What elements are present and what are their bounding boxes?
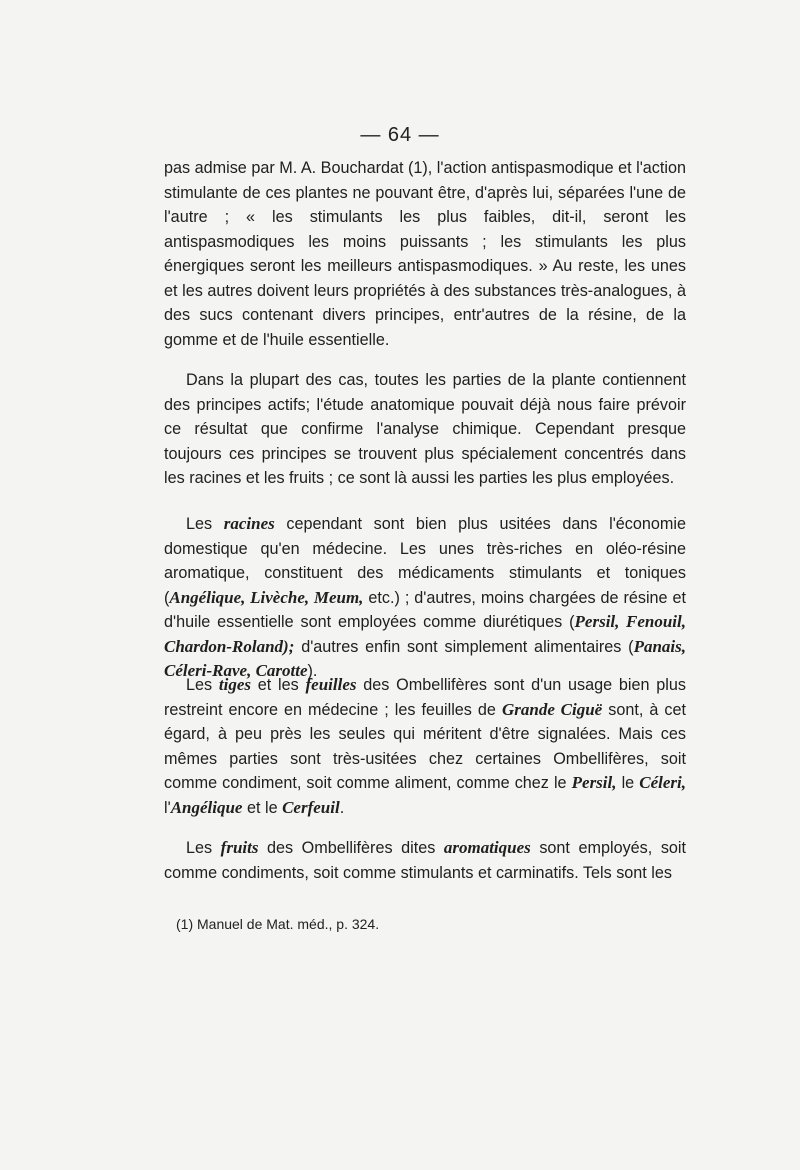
page-number: — 64 — xyxy=(360,124,440,146)
italic-term: racines xyxy=(223,514,275,533)
text-run: l' xyxy=(164,798,171,817)
italic-term: Persil, Fenouil, Chardon-Roland); xyxy=(164,612,686,656)
italic-term: tiges xyxy=(218,675,251,694)
italic-term: Cerfeuil xyxy=(282,797,340,817)
paragraph-4 xyxy=(164,673,686,820)
italic-term: fruits xyxy=(220,838,259,857)
italic-term: Panais, Céleri-Rave, Carotte xyxy=(164,636,686,680)
text-run: Dans la plupart des cas, toutes les parties de la plante contiennent des principes actifs; l'étude anatomique pouvait déjà nous faire prévoir ce résultat que confirme l'analyse chimique. Cependant presque toujours ces principes se trouvent plus spécialement concentrés dans les racines et les fruits ; ce sont là aussi les parties les plus employées. xyxy=(164,371,686,487)
paragraph-1 xyxy=(164,156,686,352)
text-run: d'autres enfin sont simplement alimentaires ( xyxy=(294,637,634,656)
text-run: sont, à cet égard, à peu près les seules qui méritent d'être signalées. Mais ces mêmes parties sont très-usitées chez certaines Ombellifères, soit comme condiment, soit comme aliment, comme chez le xyxy=(164,700,686,792)
paragraph-2 xyxy=(164,368,686,491)
text-run: ). xyxy=(307,662,318,680)
text-run: Les xyxy=(186,676,219,694)
paragraph-text xyxy=(164,368,686,491)
italic-term: Céleri, xyxy=(639,773,686,792)
paragraph-text xyxy=(164,512,686,684)
paragraph-3 xyxy=(164,512,686,684)
text-run: le xyxy=(616,774,640,792)
paragraph-text xyxy=(164,836,686,885)
footnote: (1) Manuel de Mat. méd., p. 324. xyxy=(176,916,380,932)
paragraph-text xyxy=(164,156,686,352)
text-run: des Ombellifères dites xyxy=(258,839,444,857)
text-run: Les xyxy=(186,515,224,533)
italic-term: Angélique, Livèche, Meum, xyxy=(169,587,364,607)
italic-term: aromatiques xyxy=(443,838,531,857)
italic-term: Grande Ciguë xyxy=(501,699,603,719)
text-run: pas admise par M. A. Bouchardat (1), l'action antispasmodique et l'action stimulante de ces plantes ne pouvant être, d'après lui, séparées l'une de l'autre ; « les stimulants les plus faibles, dit-il, seront les antispasmodiques les moins puissants ; les stimulants les plus énergiques seront les meilleurs antispasmodiques. » Au reste, les unes et les autres doivent leurs propriétés à des substances très-analogues, à des sucs contenant divers principes, entr'autres de la résine, de la gomme et de l'huile essentielle. xyxy=(164,159,686,349)
text-run: des Ombellifères sont d'un usage bien plus restreint encore en médecine ; les feuilles de xyxy=(164,676,686,719)
text-run: sont employés, soit comme condiments, soit comme stimulants et carminatifs. Tels sont les xyxy=(164,839,687,882)
text-run: et le xyxy=(242,798,283,817)
italic-term: feuilles xyxy=(305,675,357,694)
italic-term: Angélique xyxy=(170,797,243,817)
paragraph-5 xyxy=(164,836,686,885)
text-run: Les xyxy=(186,839,221,857)
text-run: cependant sont bien plus usitées dans l'économie domestique qu'en médecine. Les unes très-riches en oléo-résine aromatique, constituent des médicaments stimulants et toniques ( xyxy=(164,515,686,607)
text-run: . xyxy=(339,798,345,817)
paragraph-text xyxy=(164,673,686,820)
text-run: et les xyxy=(250,676,306,694)
text-run: etc.) ; d'autres, moins chargées de résine et d'huile essentielle sont employées comme diurétiques ( xyxy=(164,588,687,631)
italic-term: Persil, xyxy=(571,773,617,792)
